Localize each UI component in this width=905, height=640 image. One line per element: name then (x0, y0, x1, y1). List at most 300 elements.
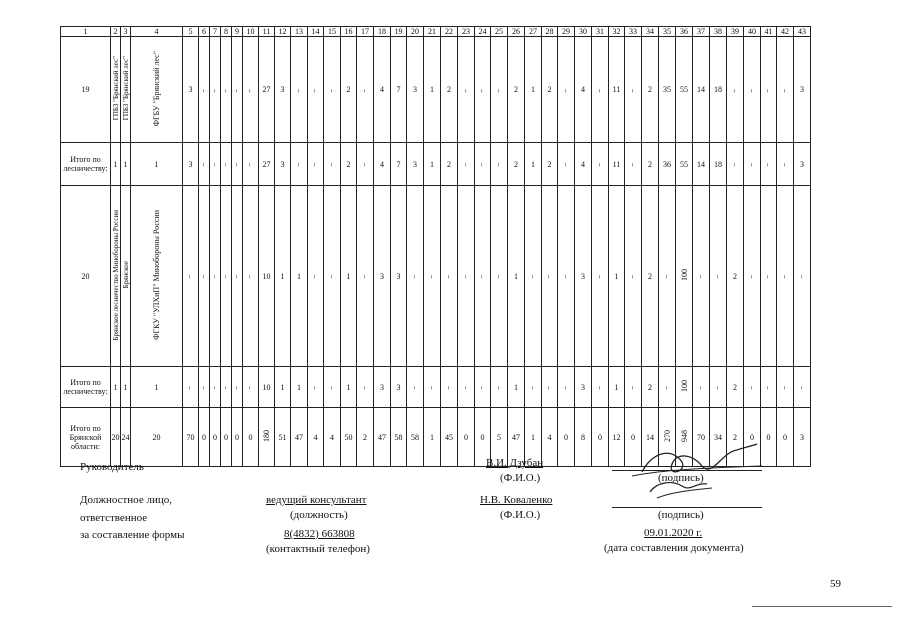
table-cell (259, 186, 275, 367)
table-cell (761, 186, 777, 367)
cell-value: 3 (380, 382, 384, 392)
table-cell (777, 37, 794, 143)
table-cell (794, 367, 811, 408)
table-cell (542, 186, 558, 367)
dash-mark: - - (462, 276, 469, 279)
dash-mark: - - (187, 276, 193, 279)
table-cell (710, 186, 727, 367)
dash-mark: - - (781, 276, 788, 279)
table-cell (199, 143, 210, 186)
cell-value: 180 (262, 430, 271, 442)
table-cell (794, 186, 811, 367)
column-number: 41 (761, 27, 777, 37)
cell-value: 47 (378, 432, 386, 442)
column-number: 42 (777, 27, 794, 37)
table-cell (391, 408, 407, 467)
cell-value: 3 (280, 85, 285, 94)
cell-value: 3 (800, 85, 804, 94)
cell-value: 70 (697, 432, 705, 442)
row-label: Итого по лесничеству: (61, 367, 111, 408)
cell-value: 11 (612, 159, 621, 169)
dash-mark: - - (247, 276, 253, 279)
table-cell (625, 367, 642, 408)
table-cell (525, 143, 542, 186)
table-cell (308, 186, 324, 367)
column-number: 8 (221, 27, 232, 37)
table-cell: 20 (111, 408, 121, 467)
cell-text: ФГКУ "УЛХиП" Минобороны России (152, 210, 161, 340)
dash-mark: - - (596, 276, 603, 279)
table-cell (575, 186, 592, 367)
table-cell (659, 37, 676, 143)
dash-mark: - - (295, 89, 302, 92)
table-cell (210, 143, 221, 186)
table-cell (592, 37, 609, 143)
cell-value: 12 (612, 432, 621, 442)
table-cell: 20 (131, 408, 183, 467)
table-cell: 1 (111, 143, 121, 186)
column-number: 11 (259, 27, 275, 37)
report-table (60, 26, 811, 467)
rukovoditel-label: Руководитель (80, 461, 144, 473)
row-number: 19 (61, 37, 111, 143)
table-cell (693, 186, 710, 367)
cell-value: 55 (680, 159, 688, 169)
table-cell (592, 186, 609, 367)
table-cell (324, 143, 341, 186)
dash-mark: - - (697, 276, 704, 279)
table-cell (291, 143, 308, 186)
cell-value: 8 (581, 432, 585, 442)
table-cell (609, 143, 625, 186)
cell-value: 2 (648, 85, 652, 94)
table-cell (676, 143, 693, 186)
table-cell (232, 408, 243, 467)
table-cell (341, 186, 357, 367)
cell-value: 0 (480, 432, 485, 442)
cell-value: 1 (280, 271, 285, 281)
table-cell (424, 408, 441, 467)
dash-mark: - - (328, 164, 335, 167)
table-cell (183, 143, 199, 186)
table-cell (710, 367, 727, 408)
table-cell (676, 367, 693, 408)
dash-mark: - - (361, 387, 368, 390)
dash-mark: - - (495, 164, 502, 167)
table-cell (727, 367, 744, 408)
table-cell (324, 186, 341, 367)
cell-value: 7 (396, 159, 401, 169)
table-cell (374, 367, 391, 408)
table-cell (609, 37, 625, 143)
table-cell (374, 143, 391, 186)
table-cell (508, 37, 525, 143)
column-number: 19 (391, 27, 407, 37)
cell-value: 4 (380, 159, 384, 169)
column-number: 18 (374, 27, 391, 37)
cell-value: 58 (394, 432, 403, 442)
cell-value: 0 (631, 432, 635, 442)
cell-value: 4 (581, 85, 585, 94)
table-cell (676, 186, 693, 367)
dash-mark: - - (200, 164, 207, 167)
table-cell (441, 143, 458, 186)
table-cell (232, 186, 243, 367)
cell-value: 7 (396, 85, 401, 94)
column-number: 22 (441, 27, 458, 37)
table-cell (777, 186, 794, 367)
dash-mark: - - (233, 387, 240, 390)
cell-text: ГПБЗ "Брянский лес" (121, 56, 130, 121)
table-cell (642, 37, 659, 143)
table-cell (744, 367, 761, 408)
table-cell: 1 (131, 367, 183, 408)
column-number: 4 (131, 27, 183, 37)
cell-value: 2 (346, 159, 351, 169)
table-cell (693, 367, 710, 408)
cell-value: 34 (714, 432, 722, 442)
cell-value: 1 (531, 432, 535, 442)
table-cell (558, 143, 575, 186)
table-cell (221, 367, 232, 408)
cell-value: 1 (346, 271, 351, 281)
fio-caption: (Ф.И.О.) (500, 472, 541, 484)
table-cell: 1 (111, 367, 121, 408)
cell-value: 3 (396, 382, 401, 392)
cell-value: 0 (464, 432, 468, 442)
dash-mark: - - (495, 89, 502, 92)
dash-mark: - - (462, 164, 469, 167)
cell-value: 1 (614, 382, 619, 392)
document-date: 09.01.2020 г. (644, 527, 703, 539)
phone-caption: (контактный телефон) (266, 543, 370, 555)
cell-value: 100 (679, 269, 689, 281)
column-number: 37 (693, 27, 710, 37)
table-cell (275, 37, 291, 143)
table-cell (259, 408, 275, 467)
table-cell (221, 143, 232, 186)
table-cell (407, 37, 424, 143)
table-cell (777, 408, 794, 467)
table-cell (441, 186, 458, 367)
cell-value: 58 (411, 432, 419, 442)
cell-value: 4 (581, 159, 585, 169)
cell-value: 5 (497, 432, 501, 442)
cell-value: 0 (213, 432, 217, 442)
table-cell (243, 408, 259, 467)
cell-value: 18 (714, 85, 722, 94)
cell-value: 1 (430, 432, 434, 442)
table-cell (232, 143, 243, 186)
table-cell (259, 367, 275, 408)
table-cell (693, 37, 710, 143)
table-cell (475, 37, 491, 143)
table-cell (575, 408, 592, 467)
table-cell (221, 37, 232, 143)
cell-value: 1 (297, 382, 301, 392)
table-cell (441, 367, 458, 408)
table-cell (727, 37, 744, 143)
dash-mark: - - (247, 387, 253, 390)
dash-mark: - - (428, 387, 435, 390)
position-caption: (должность) (290, 509, 348, 521)
dash-mark: - - (748, 276, 755, 279)
dash-mark: - - (328, 387, 335, 390)
table-cell (625, 186, 642, 367)
table-cell (341, 37, 357, 143)
column-number: 33 (625, 27, 642, 37)
table-cell (407, 186, 424, 367)
table-cell (374, 37, 391, 143)
dash-mark: - - (247, 164, 253, 167)
table-cell (458, 186, 475, 367)
dash-mark: - - (479, 164, 485, 167)
table-cell (642, 367, 659, 408)
table-cell (575, 367, 592, 408)
responsible-label-2: ответственное (80, 512, 148, 524)
dash-mark: - - (361, 276, 368, 279)
table-cell (357, 186, 374, 367)
table-cell (609, 367, 625, 408)
table-cell (275, 186, 291, 367)
dash-mark: - - (462, 387, 469, 390)
cell-text: Брянское лесничество Минобороны России (111, 209, 120, 341)
table-cell (391, 37, 407, 143)
cell-value: 2 (547, 85, 552, 94)
table-cell (558, 186, 575, 367)
table-cell (558, 37, 575, 143)
column-number: 34 (642, 27, 659, 37)
column-number: 2 (111, 27, 121, 37)
table-cell (357, 37, 374, 143)
dash-mark: - - (748, 89, 755, 92)
column-number: 7 (210, 27, 221, 37)
table-cell (199, 408, 210, 467)
table-cell (625, 143, 642, 186)
table-cell (710, 143, 727, 186)
table-cell (558, 367, 575, 408)
table-cell (324, 408, 341, 467)
column-number: 17 (357, 27, 374, 37)
table-cell (341, 143, 357, 186)
column-number: 23 (458, 27, 475, 37)
cell-value: 3 (380, 271, 384, 281)
table-cell (458, 143, 475, 186)
dash-mark: - - (445, 276, 452, 279)
table-cell (761, 37, 777, 143)
cell-value: 3 (396, 271, 401, 281)
table-cell (308, 367, 324, 408)
table-cell (259, 37, 275, 143)
column-number: 30 (575, 27, 592, 37)
column-number: 31 (592, 27, 609, 37)
dash-mark: - - (546, 276, 552, 279)
table-cell (424, 367, 441, 408)
dash-mark: - - (629, 387, 636, 390)
cell-value: 10 (262, 382, 271, 392)
cell-value: 0 (750, 432, 754, 442)
column-number: 14 (308, 27, 324, 37)
table-cell (210, 37, 221, 143)
column-number: 9 (232, 27, 243, 37)
table-cell (659, 143, 676, 186)
table-cell (609, 186, 625, 367)
table-cell (308, 143, 324, 186)
table-row (61, 143, 811, 186)
dash-mark: - - (200, 276, 207, 279)
dash-mark: - - (765, 276, 771, 279)
dash-mark: - - (445, 387, 452, 390)
cell-value: 10 (262, 271, 271, 281)
dash-mark: - - (781, 387, 788, 390)
column-number: 1 (61, 27, 111, 37)
table-cell (458, 37, 475, 143)
handwritten-signature (612, 442, 772, 502)
column-number: 35 (659, 27, 676, 37)
cell-value: 4 (547, 432, 552, 442)
cell-value: 0 (598, 432, 602, 442)
column-number: 12 (275, 27, 291, 37)
table-cell (508, 186, 525, 367)
cell-value: 2 (346, 85, 351, 94)
dash-mark: - - (781, 89, 788, 92)
dash-mark: - - (663, 387, 670, 390)
table-row (61, 367, 811, 408)
dash-mark: - - (562, 387, 569, 390)
cell-value: 2 (733, 382, 737, 392)
cell-value: 3 (188, 85, 193, 94)
table-cell (324, 37, 341, 143)
cell-value: 1 (531, 85, 535, 94)
table-cell (659, 367, 676, 408)
row-label: Итого по лесничеству: (61, 143, 111, 186)
cell-value: 36 (663, 159, 671, 169)
dash-mark: - - (765, 164, 771, 167)
table-cell (491, 143, 508, 186)
table-cell (391, 367, 407, 408)
cell-value: 4 (313, 432, 318, 442)
cell-value: 0 (766, 432, 771, 442)
table-cell: 24 (121, 408, 131, 467)
cell-value: 100 (679, 380, 689, 392)
cell-value: 2 (547, 159, 552, 169)
cell-value: 4 (330, 432, 334, 442)
dash-mark: - - (328, 89, 335, 92)
page-number: 59 (830, 578, 841, 590)
table-cell (575, 37, 592, 143)
table-cell (491, 367, 508, 408)
table-cell (232, 37, 243, 143)
rukovoditel-name: В.И. Дзубан (486, 457, 544, 469)
cell-value: 0 (564, 432, 568, 442)
table-cell (391, 143, 407, 186)
table-cell (291, 37, 308, 143)
cell-value: 3 (413, 159, 417, 169)
dash-mark: - - (546, 387, 552, 390)
dash-mark: - - (233, 89, 240, 92)
cell-value: 27 (262, 85, 271, 94)
cell-value: 2 (733, 432, 737, 442)
cell-value: 2 (648, 382, 652, 392)
column-number: 15 (324, 27, 341, 37)
dash-mark: - - (312, 164, 318, 167)
fio-caption: (Ф.И.О.) (500, 509, 541, 521)
column-number: 13 (291, 27, 308, 37)
dash-mark: - - (312, 276, 318, 279)
dash-mark: - - (748, 164, 755, 167)
column-number: 38 (710, 27, 727, 37)
cell-text: ФГБУ "Брянский лес" (152, 50, 161, 127)
cell-value: 2 (363, 432, 367, 442)
cell-value: 35 (663, 85, 671, 94)
dash-mark: - - (798, 387, 805, 390)
table-cell (424, 143, 441, 186)
table-cell (558, 408, 575, 467)
table-cell (592, 143, 609, 186)
cell-value: 2 (447, 85, 451, 94)
table-cell (275, 367, 291, 408)
table-cell (183, 186, 199, 367)
dash-mark: - - (562, 164, 569, 167)
cell-value: 0 (224, 432, 228, 442)
cell-value: 4 (380, 85, 384, 94)
cell-value: 18 (714, 159, 722, 169)
dash-mark: - - (411, 387, 418, 390)
cell-value: 2 (514, 159, 518, 169)
table-cell (744, 143, 761, 186)
dash-mark: - - (529, 276, 536, 279)
signature-caption: (подпись) (658, 509, 704, 521)
dash-mark: - - (663, 276, 670, 279)
dash-mark: - - (596, 387, 603, 390)
dash-mark: - - (697, 387, 704, 390)
cell-text: ГПБЗ "Брянский лес" (111, 56, 120, 121)
column-number: 5 (183, 27, 199, 37)
responsible-label-3: за составление формы (80, 529, 185, 541)
table-cell (542, 408, 558, 467)
table-cell (407, 367, 424, 408)
dash-mark: - - (211, 89, 218, 92)
row-label: Итого по Брянской области: (61, 408, 111, 467)
table-cell (693, 143, 710, 186)
table-cell (210, 186, 221, 367)
dash-mark: - - (562, 89, 569, 92)
dash-mark: - - (495, 387, 502, 390)
table-cell (291, 367, 308, 408)
cell-value: 1 (297, 271, 301, 281)
table-cell (777, 143, 794, 186)
cell-value: 0 (783, 432, 787, 442)
table-cell (642, 186, 659, 367)
table-cell (575, 143, 592, 186)
table-cell (243, 37, 259, 143)
table-cell (232, 367, 243, 408)
cell-value: 270 (662, 430, 672, 442)
table-cell (308, 408, 324, 467)
table-cell: 1 (121, 143, 131, 186)
table-cell (291, 186, 308, 367)
dash-mark: - - (211, 387, 218, 390)
table-cell (542, 143, 558, 186)
dash-mark: - - (361, 89, 368, 92)
cell-value: 2 (447, 159, 451, 169)
table-cell (275, 143, 291, 186)
cell-value: 1 (614, 271, 619, 281)
table-cell (676, 37, 693, 143)
cell-value: 1 (514, 271, 518, 281)
table-cell (794, 408, 811, 467)
dash-mark: - - (361, 164, 368, 167)
